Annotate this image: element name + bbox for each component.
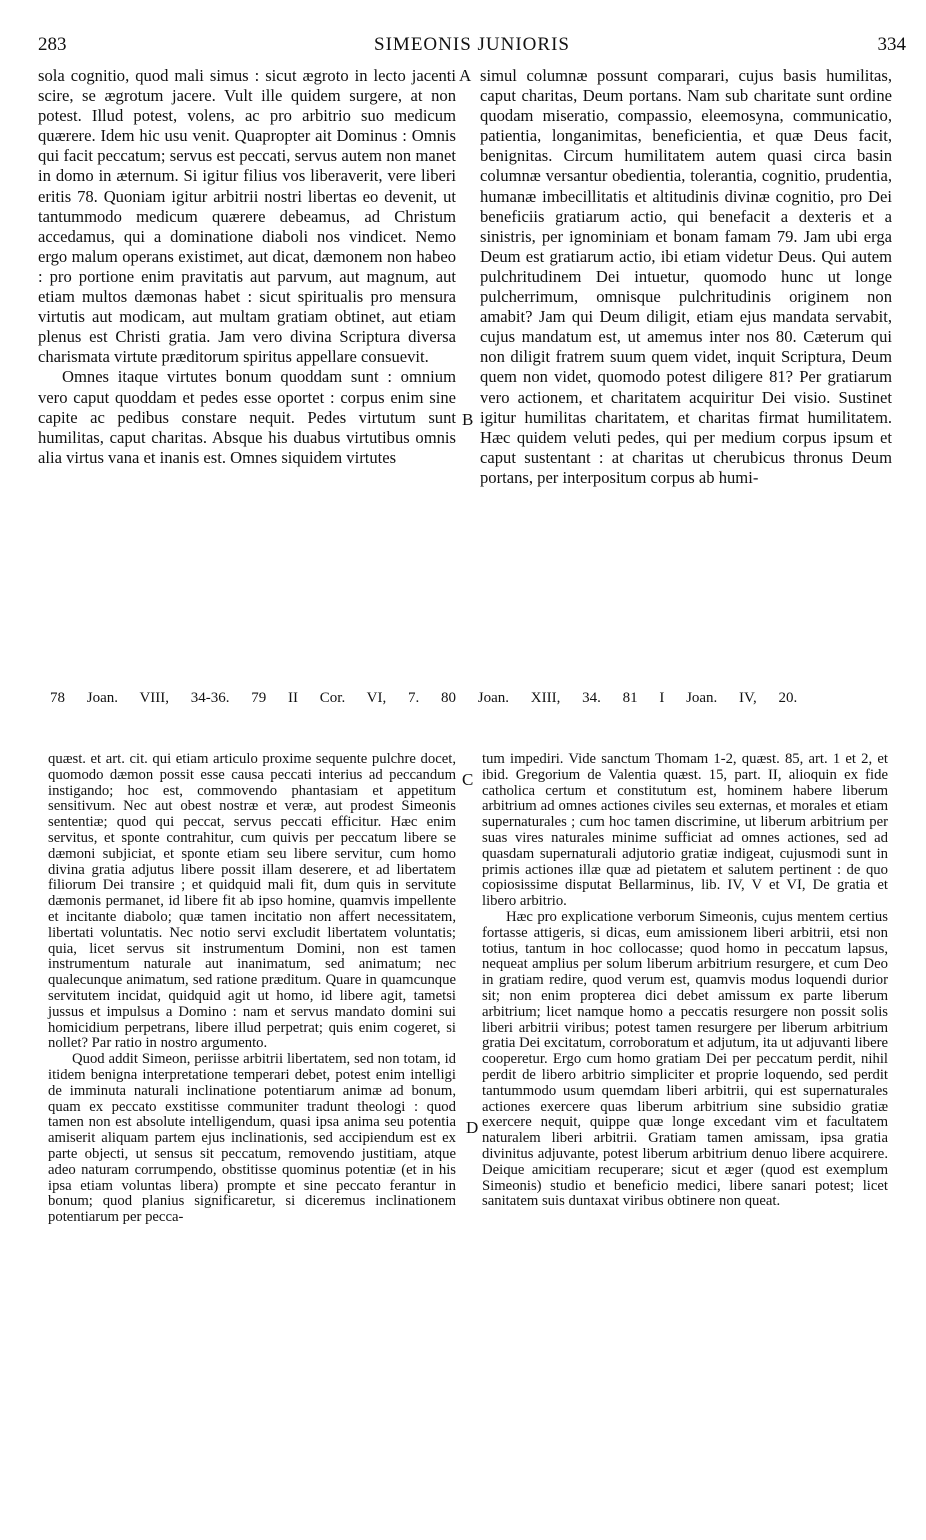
margin-mark-b: B (462, 410, 474, 429)
paragraph: simul columnæ possunt comparari, cujus basis humilitas, caput charitas, Deum portans. Nam sub charitate sunt ordine quodam miseratio, compassio, eleemosyna, communicatio, patientia, longanimitas, beneficientia, et quæ Deus facit, benignitas. Circum humilitatem autem quasi circa basin columnæ versantur obedientia, tolerantia, cognitio, prudentia, humanæ imbecillitatis et altitudinis divinæ cognitio, pro Dei beneficiis gratiarum actio, qui benefacit a dexteris et a sinistris, per ignominiam et bonam famam 79. Jam ubi erga Deum est gratiarum actio, ibi etiam videtur Deus. Qui autem pulchritudinem Dei intuetur, quomodo hunc ut longe pulcherrimum, omnisque pulchritudinis originem non amabit? Jam qui Deum diligit, etiam ejus mandata servabit, cujus mandatum est, ut amemus inter nos 80. Cæterum qui non diligit fratrem suum quem videt, inquit Scriptura, Deum quem non videt, quomodo potest diligere 81? Per gratiarum vero actionem, et charitatem acquiritur Dei visio. Sustinet igitur humilitas charitatem, et charitas firmat humilitatem. Hæc quidem veluti pedes, qui per medium corpus ipsum et caput sustentant : at charitas ut cherubicus thronus Deum portans, per interpositum corpus ab humi- (480, 66, 892, 487)
margin-mark-d: D (466, 1118, 479, 1137)
page-header (38, 34, 906, 58)
top-left-column (38, 66, 456, 468)
paragraph: quæst. et art. cit. qui etiam articulo proxime sequente pulchre docet, quomodo dæmon possit esse causa peccati interius ad peccandum instigando; hoc est, commovendo phantasiam et appetitum sensitivum. Nec aut obest nostræ et veræ, aut prodest Simeonis sententiæ; quod qui peccat, servus peccati efficitur. Hæc enim servitus, et sponte contrahitur, cum quivis per peccatum libere se dæmoni subjiciat, et sponte etiam seu libere servitur, cum homo divina gratia adjutus libere possit illam deserere, et ad libertatem filiorum Dei transire ; et quidquid mali fit, dum quis in servitute dæmonis permanet, id libere fit ab ipso homine, quamvis impellente et incitante diabolo; quæ tamen incitatio non affert necessitatem, libertati voluntatis. Nec notio servi excludit libertatem voluntatis; quia, licet servus sit instrumentum Domini, non est tamen instrumentum naturale aut inanimatum, sed animatum; nec qualecunque animatum, sed ratione præditum. Quare in quamcunque servitutem incidat, quidquid agit ut homo, id libere agit, tametsi jussus et impulsus a Domino : nam et servus mandato domini sui homicidium perpetrans, libere illud perpetrat; quis enim cogeret, si nollet? Par ratio in nostro argumento. (48, 751, 456, 1052)
top-right-column (480, 66, 892, 488)
page-number-right: 334 (877, 34, 906, 55)
paragraph: Quod addit Simeon, periisse arbitrii libertatem, sed non totam, id itidem benigna interpretatione temperari debet, potest enim intelligi de imminuta naturali inclinatione potentiarum animæ ad bonum, quam ex peccato exstitisse communiter tradunt theologi : quod tamen non est absolute intelligendum, quasi ipsa anima seu potentia amiserit aliquam partem ejus inclinationis, sed accipiendum est ex parte objecti, ut sensus sit peccatum, removendo justitiam, atque adeo naturam corrumpendo, obstitisse quominus potentiæ (et in his ipsa etiam voluntas libera) prompte et sine peccato ferantur in bonum; quod planius significaretur, si diceremus inclinationem potentiarum per pecca- (48, 1051, 456, 1226)
margin-mark-a: A (459, 66, 472, 85)
margin-mark-c: C (462, 770, 474, 789)
running-title: SIMEONIS JUNIORIS (374, 34, 570, 55)
footnotes: 78 Joan. VIII, 34-36. 79 II Cor. VI, 7. 80 Joan. XIII, 34. 81 I Joan. IV, 20. (50, 690, 798, 706)
bottom-right-column (482, 752, 888, 1210)
paragraph: tum impediri. Vide sanctum Thomam 1-2, quæst. 85, art. 1 et 2, et ibid. Gregorium de Valentia quæst. 15, part. II, alioquin ex fide catholica certum et constitutum est, hominem habere liberum arbitrium ad omnes actiones civiles seu externas, et morales et etiam supernaturales ; cum hoc tamen discrimine, ut liberum arbitrium per suas vires naturales minime sufficiat ad omnes actiones, sed ad quasdam supernaturali adjutorio gratiæ indigeat, cujusmodi sunt in primis actiones illæ quæ ad pietatem et salutem pertinent : de quo copiosissime disputat Bellarminus, lib. IV, V et VI, De gratia et libero arbitrio. (482, 751, 888, 910)
paragraph: sola cognitio, quod mali simus : sicut ægroto in lecto jacenti scire, se ægrotum jacere. Vult ille quidem surgere, at non potest. Illud potest, volens, ac pro arbitrio suo medicum quærere. Idem hic usu venit. Quapropter ait Dominus : Omnis qui facit peccatum; servus est peccati, servus autem non manet in domo in æternum. Si igitur filius vos liberaverit, vere liberi eritis 78. Quoniam igitur arbitrii nostri libertas eo devenit, ut tantummodo medicum quærere debeamus, ad Christum accedamus, qui a dominatione diaboli nos vindicet. Nemo ergo malum operans existimet, aut dicat, dæmonem non habeo : pro portione enim pravitatis aut parvum, aut magnum, aut etiam multos dæmonas habet : sicut spiritualis pro mensura virtutis aut modicam, aut multam gratiam obtinet, aut etiam plenus est Christi gratia. Jam vero divina Scriptura diversa charismata virtute præditorum spiritus appellare consuevit. (38, 66, 456, 367)
paragraph: Omnes itaque virtutes bonum quoddam sunt : omnium vero caput quoddam et pedes esse oportet : corpus enim sine capite ac pedibus constare nequit. Pedes virtutum sunt humilitas, caput charitas. Absque his duabus virtutibus omnis alia virtus vana et inanis est. Omnes siquidem virtutes (38, 367, 456, 467)
paragraph: Hæc pro explicatione verborum Simeonis, cujus mentem certius fortasse attigeris, si dicas, eum amissionem liberi arbitrii, etsi non totius, tantum in hoc collocasse; quod homo in peccatum lapsus, nequeat amplius per solum liberum arbitrium resurgere, et cum Deo in gratiam redire, quod verum est, quamvis modus loquendi durior sit; non enim propterea dici debet amissum ex parte liberum arbitrium; licet namque homo a peccatis resurgere non possit solis liberi arbitrii viribus; potest tamen resurgere per liberum arbitrium gratia Dei excitatum, corroboratum et adjutum, ita ut adjuvanti libere cooperetur. Ergo cum homo gratiam Dei per peccatum perdit, nihil perdit de libero arbitrio simpliciter et proprie loquendo, sed perdit tantummodo usum quemdam liberi arbitrii, qui est supernaturales actiones exercere quas liberum arbitrium sine subsidio gratiæ exercere nequit, quippe quæ longe excedant vim et facultatem naturalem liberi arbitrii. Gratiam tamen amissam, ipsa gratia divinitus adjuvante, potest liberum arbitrium denuo libere acquirere. Deique amicitiam recuperare; sicut et æger (quod est exemplum Simeonis) studio et beneficio medici, libere sanari potest; licet sanitatem suis duntaxat viribus obtinere non queat. (482, 908, 888, 1210)
bottom-left-column (48, 752, 456, 1226)
page-number-left: 283 (38, 34, 67, 55)
